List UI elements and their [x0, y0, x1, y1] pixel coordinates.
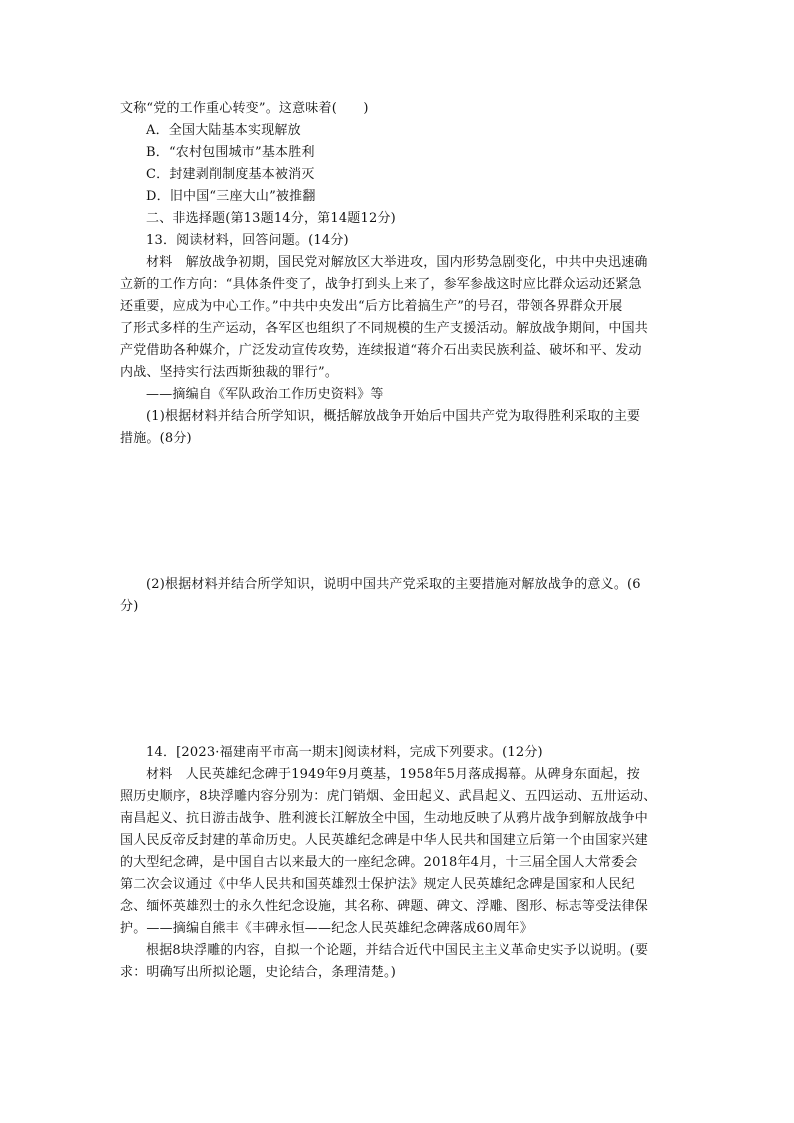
q14-material-line: 护。——摘编自熊丰《丰碑永恒——纪念人民英雄纪念碑落成60周年》 — [120, 921, 533, 936]
q14-material-line: 照历史顺序，8块浮雕内容分别为：虎门销烟、金田起义、武昌起义、五四运动、五卅运动、 — [120, 789, 657, 804]
q13-material-line: 还重要，应成为中心工作。”中共中央发出“后方比着搞生产”的号召，带领各界群众开展 — [120, 299, 623, 314]
q13-source: ——摘编自《军队政治工作历史资料》等 — [146, 387, 384, 402]
q14-material-line: 第二次会议通过《中华人民共和国英雄烈士保护法》规定人民英雄纪念碑是国家和人民纪 — [120, 877, 635, 892]
q13-material-line: 内战、坚持实行法西斯独裁的罪行”。 — [120, 365, 339, 380]
q12-stem-end: 文称“党的工作重心转变”。这意味着( ) — [120, 101, 369, 116]
q14-title: 14．[2023·福建南平市高一期末]阅读材料，完成下列要求。(12分) — [146, 745, 543, 760]
q12-option-b: B．“农村包围城市”基本胜利 — [146, 145, 315, 160]
q14-material-line: 国人民反帝反封建的革命历史。人民英雄纪念碑是中华人民共和国建立后第一个由国家兴建 — [120, 833, 649, 848]
q14-task-line: 求：明确写出所拟论题，史论结合，条理清楚。) — [120, 965, 396, 980]
q14-material-line: 念、缅怀英雄烈士的永久性纪念设施，其名称、碑题、碑文、浮雕、图形、标志等受法律保 — [120, 899, 649, 914]
q14-material-line: 材料 人民英雄纪念碑于1949年9月奠基，1958年5月落成揭幕。从碑身东面起，按 — [146, 767, 640, 782]
q12-option-d: D．旧中国“三座大山”被推翻 — [146, 189, 316, 204]
q12-option-a: A．全国大陆基本实现解放 — [146, 123, 301, 138]
q13-sub1-line: (1)根据材料并结合所学知识，概括解放战争开始后中国共产党为取得胜利采取的主要 — [146, 409, 641, 424]
q12-option-c: C．封建剥削制度基本被消灭 — [146, 167, 315, 182]
q13-material-line: 立新的工作方向：“具体条件变了，战争打到头上来了，参军参战这时应比群众运动还紧急 — [120, 277, 642, 292]
q13-title: 13．阅读材料，回答问题。(14分) — [146, 233, 349, 248]
q13-sub2-line: 分) — [120, 599, 139, 614]
q13-material-line: 了形式多样的生产运动，各军区也组织了不同规模的生产支援活动。解放战争期间，中国共 — [120, 321, 649, 336]
q13-sub2-line: (2)根据材料并结合所学知识，说明中国共产党采取的主要措施对解放战争的意义。(6 — [146, 577, 641, 592]
q14-task-line: 根据8块浮雕的内容，自拟一个论题，并结合近代中国民主主义革命史实予以说明。(要 — [146, 943, 649, 958]
q13-material-line: 材料 解放战争初期，国民党对解放区大举进攻，国内形势急剧变化，中共中央迅速确 — [146, 255, 648, 270]
section-heading: 二、非选择题(第13题14分，第14题12分) — [146, 211, 396, 226]
q13-material-line: 产党借助各种媒介，广泛发动宣传攻势，连续报道“蒋介石出卖民族利益、破坏和平、发动 — [120, 343, 642, 358]
q14-material-line: 南昌起义、抗日游击战争、胜利渡长江解放全中国，生动地反映了从鸦片战争到解放战争中 — [120, 811, 649, 826]
q14-material-line: 的大型纪念碑，是中国自古以来最大的一座纪念碑。2018年4月，十三届全国人大常委会 — [120, 855, 638, 870]
q13-sub1-line: 措施。(8分) — [120, 431, 192, 446]
